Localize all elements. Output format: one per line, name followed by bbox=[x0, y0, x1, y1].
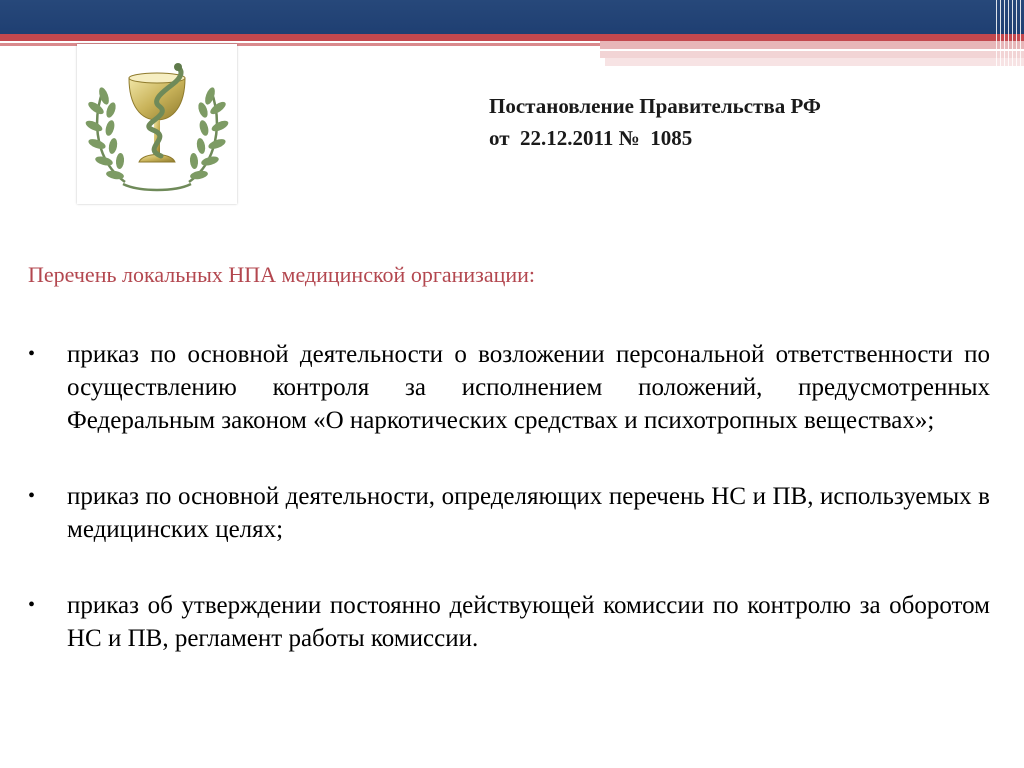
list-item bbox=[28, 589, 990, 655]
list-item bbox=[28, 480, 990, 546]
list-item bbox=[28, 338, 990, 437]
medical-logo bbox=[77, 44, 237, 204]
title-line-date-number: от 22.12.2011 № 1085 bbox=[489, 126, 693, 150]
bowl-of-hygieia-icon bbox=[77, 44, 237, 204]
document-title bbox=[489, 90, 989, 154]
regulation-list bbox=[28, 338, 990, 698]
band-pale-pink-stripe bbox=[605, 58, 1024, 66]
list-item-text: приказ об утверждении постоянно действующей комиссии по контролю за оборотом НС и ПВ, регламент работы комиссии. bbox=[67, 592, 990, 652]
bullet-icon: • bbox=[28, 343, 36, 365]
list-heading: Перечень локальных НПА медицинской организации: bbox=[28, 262, 536, 287]
bullet-icon: • bbox=[28, 594, 36, 616]
band-navy-stripe bbox=[0, 0, 1024, 34]
bullet-icon: • bbox=[28, 485, 36, 507]
list-item-text: приказ по основной деятельности о возложении персональной ответственности по осуществлению контроля за исполнением положений, предусмотренных Федеральным законом «О наркотических средствах и психотропных веществах»; bbox=[67, 341, 990, 434]
band-light-pink-stripe bbox=[600, 51, 1024, 58]
band-red-stripe bbox=[0, 34, 1024, 41]
band-vertical-stripes bbox=[996, 0, 1024, 66]
title-line-decree: Постановление Правительства РФ bbox=[489, 94, 821, 118]
list-item-text: приказ по основной деятельности, определяющих перечень НС и ПВ, используемых в медицинских целях; bbox=[67, 483, 990, 543]
